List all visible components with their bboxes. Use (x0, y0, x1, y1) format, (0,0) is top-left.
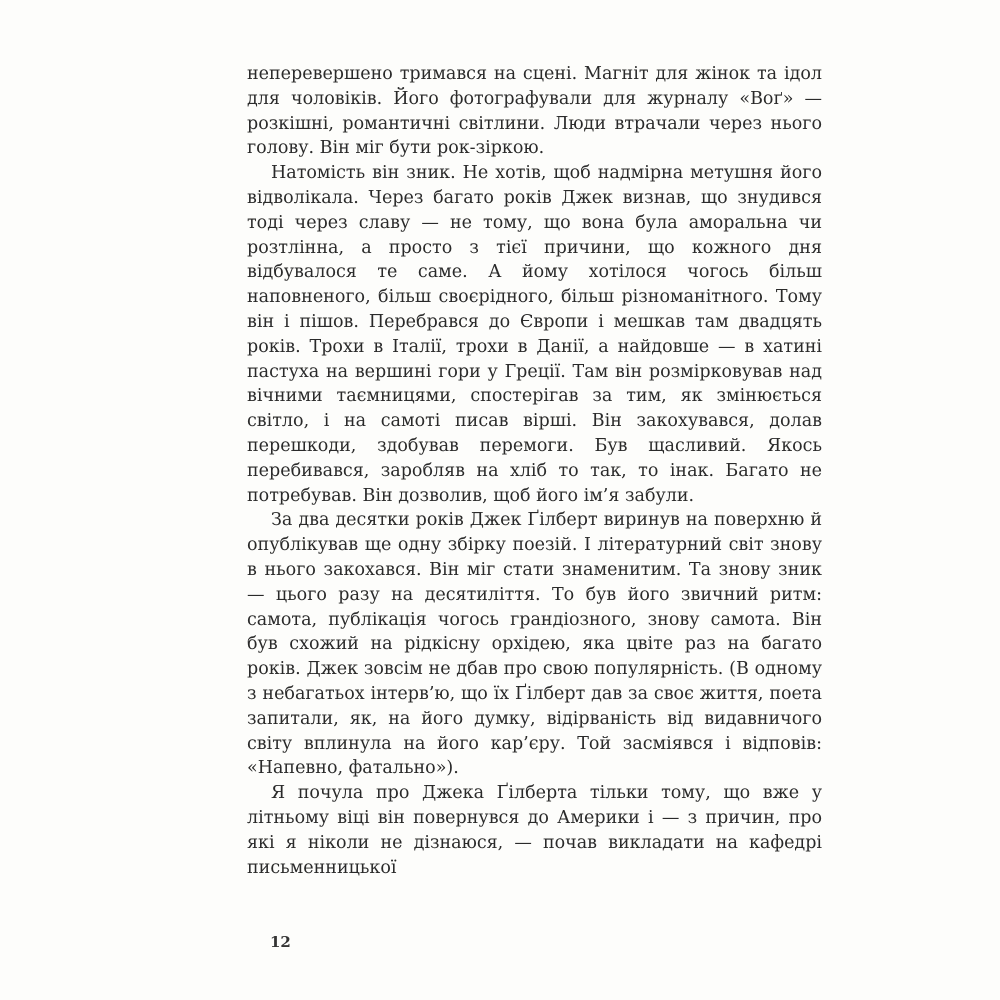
body-text (247, 62, 822, 880)
paragraph-1: неперевершено тримався на сцені. Магніт для жінок та ідол для чоловіків. Його фотографували для журналу «Воґ» — розкішні, романтичні світлини. Люди втрачали через нього голову. Він міг бути рок-зіркою. (247, 64, 822, 159)
paragraph-4: Я почула про Джека Ґілберта тільки тому, що вже у літньому віці він повернувся до Америки і — з причин, про які я ніколи не дізнаюся, — почав викладати на кафедрі письменницької (247, 783, 822, 878)
paragraph-2: Натомість він зник. Не хотів, щоб надмірна метушня його відволікала. Через багато років Джек визнав, що знудився тоді через славу — не тому, що вона була аморальна чи розтлінна, а просто з тієї причини, що кожного дня відбувалося те саме. А йому хотілося чогось більш наповненого, більш своєрідного, більш різноманітного. Тому він і пішов. Перебрався до Європи і мешкав там двадцять років. Трохи в Італії, трохи в Данії, а найдовше — в хатині пастуха на вершині гори у Греції. Там він розмірковував над вічними таємницями, спостерігав за тим, як змінюється світло, і на самоті писав вірші. Він закохувався, долав перешкоди, здобував перемоги. Був щасливий. Якось перебивався, заробляв на хліб то так, то інак. Багато не потребував. Він дозволив, щоб його ім’я забули. (247, 163, 822, 506)
page-number: 12 (270, 933, 291, 951)
paragraph-3: За два десятки років Джек Ґілберт виринув на поверхню й опублікував ще одну збірку поезій. І літературний світ знову в нього закохався. Він міг стати знаменитим. Та знову зник — цього разу на десятиліття. То був його звичний ритм: самота, публікація чогось грандіозного, знову самота. Він був схожий на рідкісну орхідею, яка цвіте раз на багато років. Джек зовсім не дбав про свою популярність. (В одному з небагатьох інтерв’ю, що їх Ґілберт дав за своє життя, поета запитали, як, на його думку, відірваність від видавничого світу вплинула на його кар’єру. Той засміявся і відповів: «Напевно, фатально»). (247, 510, 822, 779)
